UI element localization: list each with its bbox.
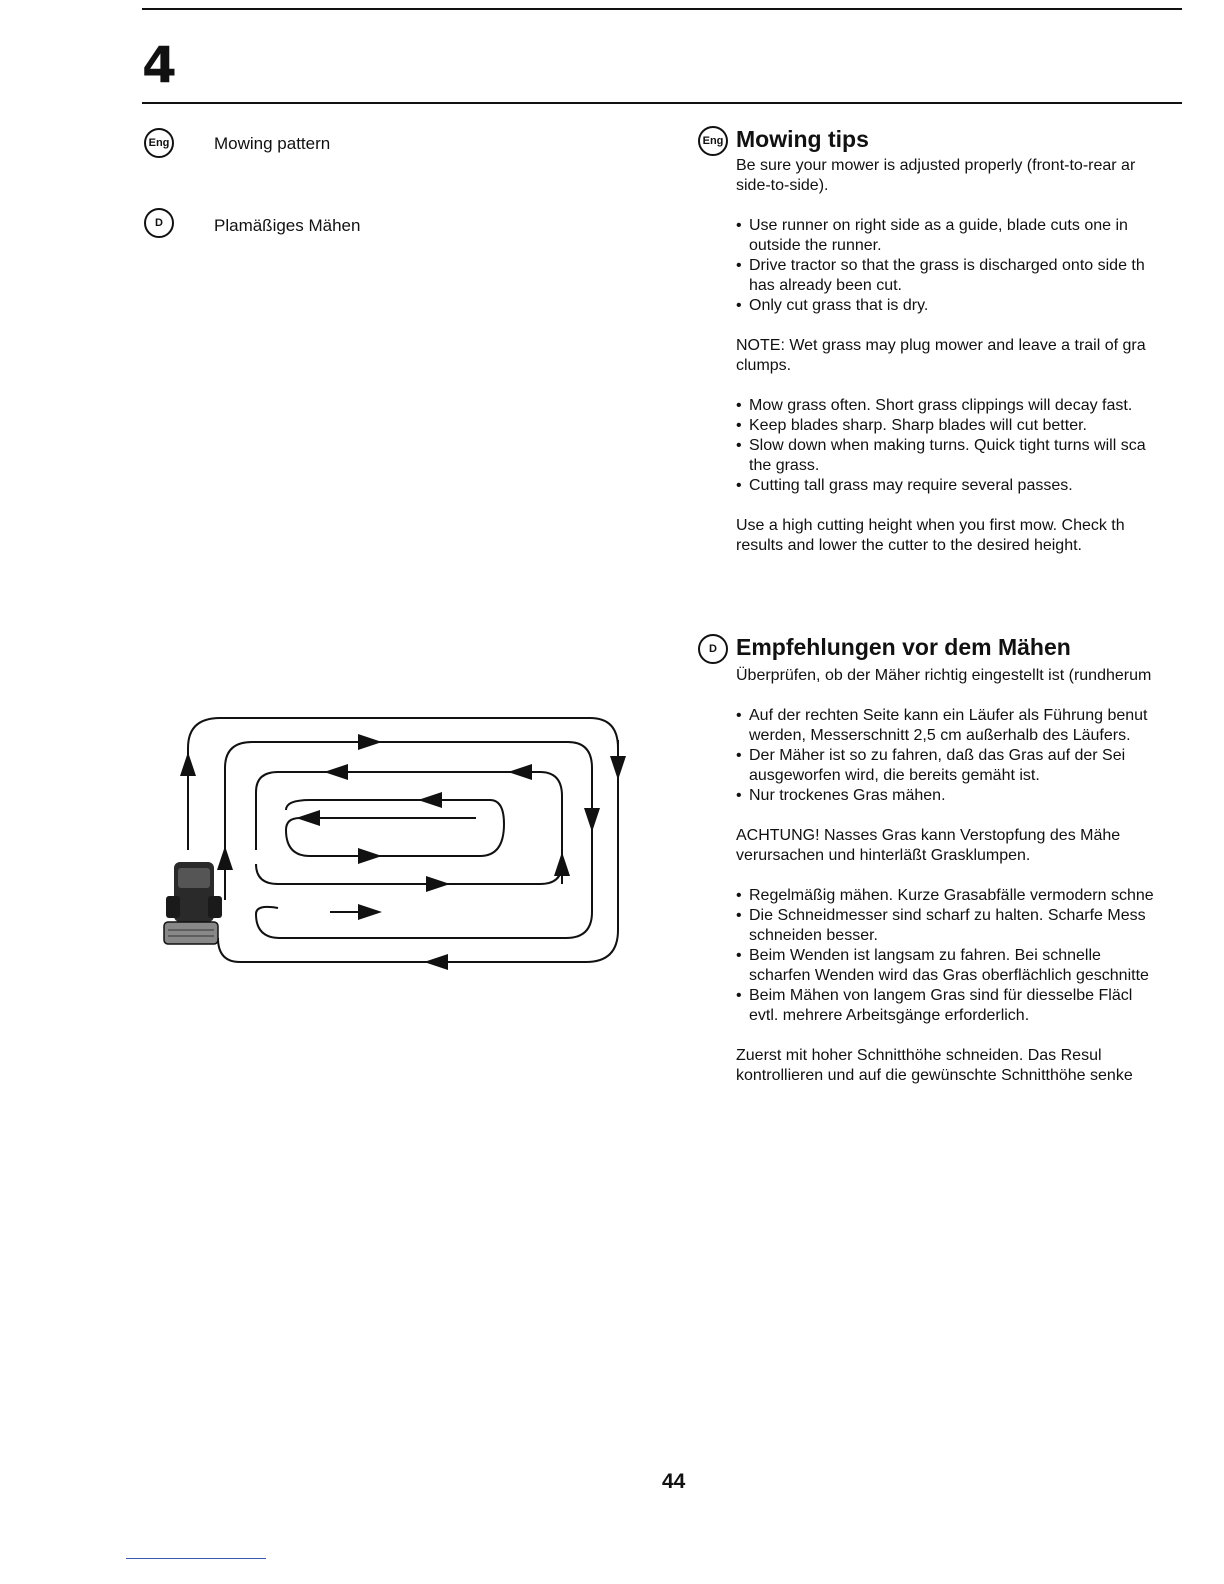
outer-path	[188, 718, 618, 962]
top-rule	[142, 8, 1182, 10]
de-closing-line-2: kontrollieren und auf die gewünschte Schnitthöhe senke	[736, 1067, 1133, 1084]
third-path	[256, 772, 562, 884]
list-item: • Regelmäßig mähen. Kurze Grasabfälle vermodern schne	[736, 886, 1192, 906]
de-tips-list-2	[736, 886, 1192, 1026]
list-item: • Nur trockenes Gras mähen.	[736, 786, 1192, 806]
list-item: • Drive tractor so that the grass is discharged onto side th has already been cut.	[736, 256, 1192, 296]
list-item: • Auf der rechten Seite kann ein Läufer als Führung benut werden, Messerschnitt 2,5 cm außerhalb des Läufers.	[736, 706, 1192, 746]
list-item: • Die Schneidmesser sind scharf zu halten. Scharfe Mess schneiden besser.	[736, 906, 1192, 946]
list-item: • Beim Mähen von langem Gras sind für diesselbe Fläcl evtl. mehrere Arbeitsgänge erforderlich.	[736, 986, 1192, 1026]
list-item: • Mow grass often. Short grass clippings will decay fast.	[736, 396, 1192, 416]
tractor-icon	[164, 862, 222, 944]
de-note-line-2: verursachen und hinterläßt Grasklumpen.	[736, 847, 1031, 864]
list-item: • Slow down when making turns. Quick tight turns will sca the grass.	[736, 436, 1192, 476]
de-language-badge: D	[144, 208, 174, 238]
intro-line-2: side-to-side).	[736, 177, 829, 194]
footer-rule	[126, 1558, 266, 1559]
note-line-2: clumps.	[736, 357, 792, 374]
list-item: • Use runner on right side as a guide, blade cuts one in outside the runner.	[736, 216, 1192, 256]
list-item: • Der Mäher ist so zu fahren, daß das Gras auf der Sei ausgeworfen wird, die bereits gemäht ist.	[736, 746, 1192, 786]
empfehlungen-title: Empfehlungen vor dem Mähen	[736, 634, 1071, 660]
tips-list-1	[736, 216, 1192, 316]
german-body	[736, 666, 1192, 1086]
mowing-pattern-diagram	[160, 700, 630, 980]
english-body	[736, 156, 1192, 556]
de-intro-line-1: Überprüfen, ob der Mäher richtig eingestellt ist (rundherum	[736, 667, 1152, 684]
intro-line-1: Be sure your mower is adjusted properly (front-to-rear ar	[736, 157, 1136, 174]
eng-tips-badge: Eng	[698, 126, 728, 156]
list-item: • Keep blades sharp. Sharp blades will cut better.	[736, 416, 1192, 436]
tips-list-2	[736, 396, 1192, 496]
mowing-tips-title: Mowing tips	[736, 126, 869, 152]
page-number: 44	[662, 1470, 686, 1493]
closing-line-1: Use a high cutting height when you first mow. Check th	[736, 517, 1125, 534]
de-tips-badge: D	[698, 634, 728, 664]
chapter-number: 4	[142, 36, 177, 94]
plamassiges-maehen-label: Plamäßiges Mähen	[214, 216, 361, 235]
de-closing-line-1: Zuerst mit hoher Schnitthöhe schneiden. Das Resul	[736, 1047, 1102, 1064]
list-item: • Cutting tall grass may require several passes.	[736, 476, 1192, 496]
closing-line-2: results and lower the cutter to the desired height.	[736, 537, 1082, 554]
eng-language-badge: Eng	[144, 128, 174, 158]
list-item: • Beim Wenden ist langsam zu fahren. Bei schnelle scharfen Wenden wird das Gras oberflächlich geschnitte	[736, 946, 1192, 986]
note-line-1: NOTE: Wet grass may plug mower and leave a trail of gra	[736, 337, 1146, 354]
de-tips-list-1	[736, 706, 1192, 806]
de-note-line-1: ACHTUNG! Nasses Gras kann Verstopfung des Mähe	[736, 827, 1121, 844]
mowing-pattern-label: Mowing pattern	[214, 134, 331, 153]
chapter-rule	[142, 102, 1182, 104]
list-item: • Only cut grass that is dry.	[736, 296, 1192, 316]
inner-path	[286, 800, 504, 856]
